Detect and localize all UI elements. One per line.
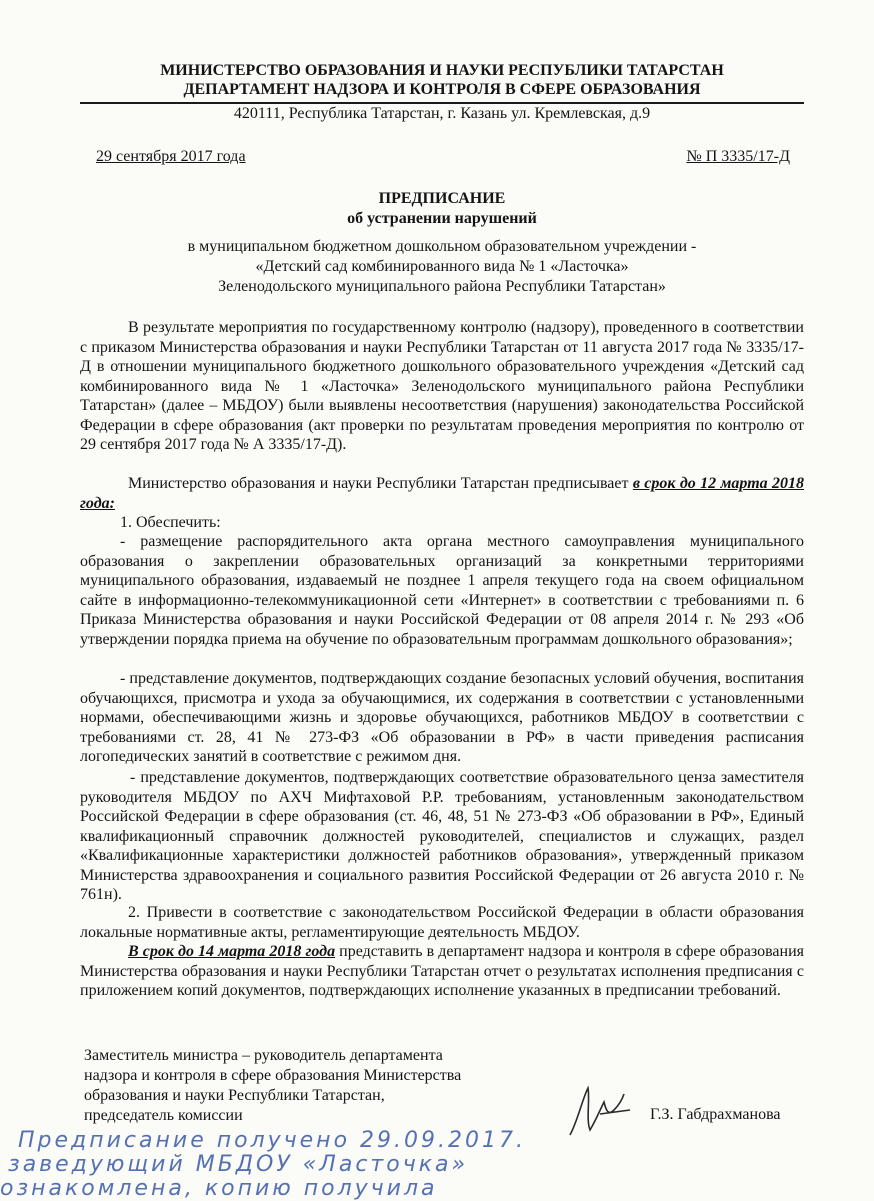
item-1b-paragraph (80, 669, 804, 767)
intro-text: В результате мероприятия по государственному контролю (надзору), проведенного в соответствии с приказом Министерства образования и науки Республики Татарстан от 11 августа 2017 года № 3335/17-Д в отношении муниципального бюджетного дошкольного образовательного учреждения «Детский сад комбинированного вида № 1 «Ласточка» Зеленодольского муниципального района Республики Татарстан» (далее – МБДОУ) были выявлены несоответствия (нарушения) законодательства Российской Федерации в сфере образования (акт проверки по результатам проведения мероприятия по контролю от 29 сентября 2017 года № А 3335/17-Д). (80, 319, 804, 453)
item-2-paragraph (80, 903, 804, 942)
item-1a-text: - размещение распорядительного акта органа местного самоуправления муниципального образования о закреплении образовательных организаций за конкретными территориями муниципального образования, издаваемый не позднее 1 апреля текущего года на своем официальном сайте в информационно-телекоммуникационной сети «Интернет» в соответствии с требованиями п. 6 Приказа Министерства образования и науки Российской Федерации от 08 апреля 2014 г. № 293 «Об утверждении порядка приема на обучение по образовательным программам дошкольного образования»; (80, 533, 804, 648)
position-line-3: образования и науки Республики Татарстан, (84, 1087, 385, 1104)
intro-paragraph (80, 318, 804, 455)
ministry-name: МИНИСТЕРСТВО ОБРАЗОВАНИЯ И НАУКИ РЕСПУБЛИКИ ТАТАРСТАН (160, 62, 724, 79)
item-1-heading-text: 1. Обеспечить: (120, 514, 221, 531)
position-line-1: Заместитель министра – руководитель департамента (84, 1047, 443, 1064)
prescribes-text: Министерство образования и науки Республики Татарстан предписывает (128, 475, 629, 492)
item-1-heading (80, 513, 804, 533)
item-1c-text: - представление документов, подтверждающих соответствие образовательного ценза заместителя руководителя МБДОУ по АХЧ Мифтаховой Р.Р. требованиям, установленным законодательством Российской Федерации в сфере образования (ст. 46, 48, 51 № 273-ФЗ «Об образовании в РФ», Единый квалификационный справочник должностей руководителей, специалистов и служащих, раздел «Квалификационные характеристики должностей работников образования», утвержденный приказом Министерства здравоохранения и социального развития Российской Федерации от 26 августа 2010 г. № 761н). (80, 769, 804, 903)
document-date: 29 сентября 2017 года (96, 148, 246, 165)
report-paragraph (80, 942, 804, 1001)
handwritten-line-3: ознакомлена, копию получила (0, 1176, 438, 1201)
organization-line-1: в муниципальном бюджетном дошкольном образовательном учреждении - (187, 238, 697, 255)
item-1a-paragraph (80, 532, 804, 649)
position-line-2: надзора и контроля в сфере образования Министерства (84, 1067, 462, 1084)
deadline-2: В срок до 14 марта 2018 года (128, 943, 336, 960)
document-number: № П 3335/17-Д (686, 148, 790, 165)
prescription-paragraph (80, 474, 804, 513)
deadline-1: в срок до 12 марта 2018 года: (80, 475, 804, 512)
signatory-name: Г.З. Габдрахманова (650, 1106, 781, 1123)
handwritten-line-1: Предписание получено 29.09.2017. (18, 1128, 526, 1153)
department-name: ДЕПАРТАМЕНТ НАДЗОРА И КОНТРОЛЯ В СФЕРЕ ОБРАЗОВАНИЯ (183, 81, 701, 98)
report-text: представить в департамент надзора и контроля в сфере образования Министерства образования и науки Республики Татарстан отчет о результатах исполнения предписания с приложением копий документов, подтверждающих исполнение указанных в предписании требований. (80, 943, 805, 999)
signatory-position (84, 1046, 514, 1126)
item-2-text: 2. Привести в соответствие с законодательством Российской Федерации в области образования локальные нормативные акты, регламентирующие деятельность МБДОУ. (80, 904, 804, 941)
organization-line-3: Зеленодольского муниципального района Республики Татарстан» (218, 278, 666, 295)
header-divider (80, 102, 804, 104)
address: 420111, Республика Татарстан, г. Казань ул. Кремлевская, д.9 (233, 105, 651, 122)
item-1b-text: - представление документов, подтверждающих создание безопасных условий обучения, воспитания обучающихся, присмотра и ухода за обучающимися, их содержания в соответствии с установленными нормами, обеспечивающими жизнь и здоровье обучающихся, работников МБДОУ в соответствии с требованиями ст. 28, 41 № 273-ФЗ «Об образовании в РФ» в части приведения расписания логопедических занятий в соответствие с режимом дня. (80, 670, 804, 765)
organization-line-2: «Детский сад комбинированного вида № 1 «Ласточка» (255, 258, 629, 275)
position-line-4: председатель комиссии (84, 1107, 243, 1124)
document-subtitle: об устранении нарушений (347, 210, 537, 227)
item-1c-paragraph (80, 768, 804, 905)
document-title: ПРЕДПИСАНИЕ (378, 190, 506, 207)
handwritten-line-2: заведующий МБДОУ «Ласточка» (8, 1152, 469, 1177)
